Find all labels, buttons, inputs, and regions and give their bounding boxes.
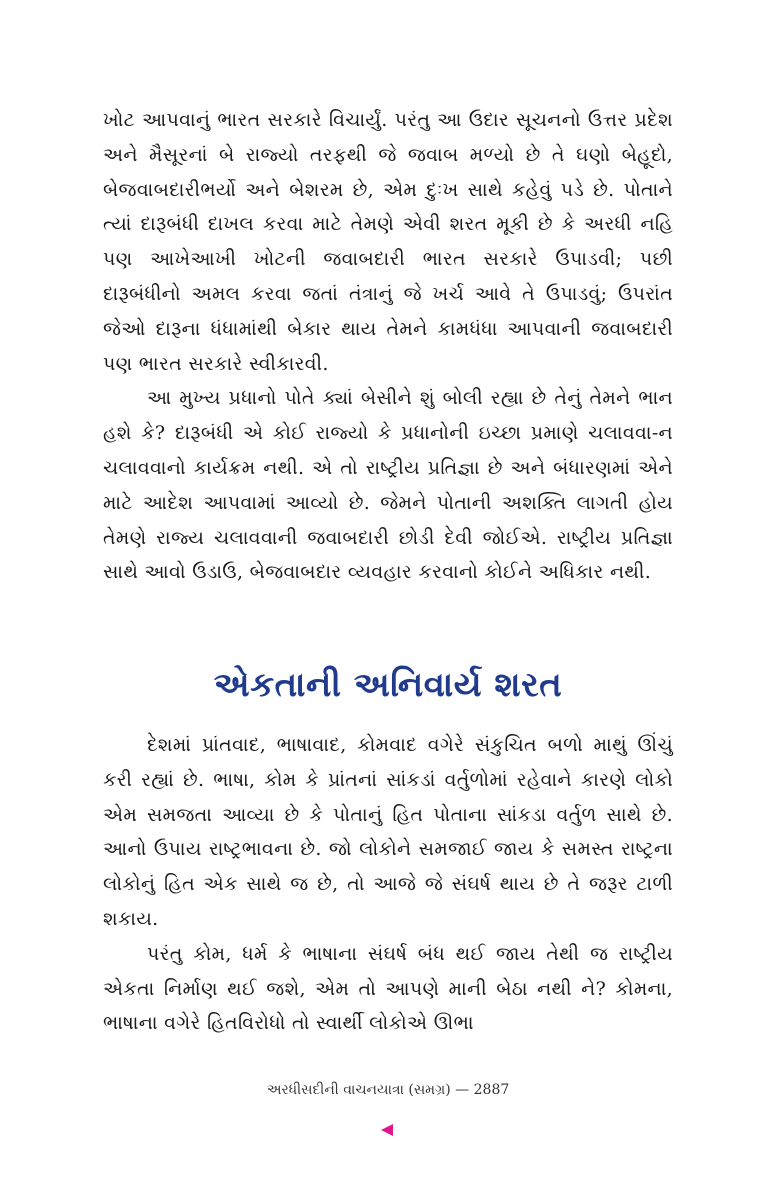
body-text-bottom (103, 728, 673, 1041)
paragraph-2: આ મુખ્ય પ્રધાનો પોતે ક્યાં બેસીને શું બોલી રહ્યા છે તેનું તેમને ભાન હશે કે? દારૂબંધી એ કોઈ રાજ્યો કે પ્રધાનોની ઇચ્છા પ્રમાણે ચલાવવા-ન ચલાવવાનો કાર્યક્રમ નથી. એ તો રાષ્ટ્રીય પ્રતિજ્ઞા છે અને બંધારણમાં એને માટે આદેશ આપવામાં આવ્યો છે. જેમને પોતાની અશક્તિ લાગતી હોય તેમણે રાજ્ય ચલાવવાની જવાબદારી છોડી દેવી જોઈએ. રાષ્ટ્રીય પ્રતિજ્ઞા સાથે આવો ઉડાઉ, બેજવાબદાર વ્યવહાર કરવાનો કોઈને અધિકાર નથી. (103, 387, 673, 584)
paragraph-3: દેશમાં પ્રાંતવાદ, ભાષાવાદ, કોમવાદ વગેરે સંકુચિત બળો માથું ઊંચું કરી રહ્યાં છે. ભાષા, કોમ કે પ્રાંતનાં સાંકડાં વર્તુળોમાં રહેવાને કારણે લોકો એમ સમજતા આવ્યા છે કે પોતાનું હિત પોતાના સાંકડા વર્તુળ સાથે છે. આનો ઉપાય રાષ્ટ્રભાવના છે. જો લોકોને સમજાઈ જાય કે સમસ્ત રાષ્ટ્રના લોકોનું હિત એક સાથે જ છે, તો આજે જે સંઘર્ષ થાય છે તે જરૂર ટાળી શકાય. (103, 734, 673, 930)
body-text-top (103, 103, 673, 590)
paragraph-4: પરંતુ કોમ, ધર્મ કે ભાષાના સંઘર્ષ બંધ થઈ જાય તેથી જ રાષ્ટ્રીય એકતા નિર્માણ થઈ જશે, એમ તો આપણે માની બેઠા નથી ને? કોમના, ભાષાના વગેરે હિતવિરોધો તો સ્વાર્થી લોકોએ ઊભા (103, 942, 673, 1035)
section-heading: એકતાની અનિવાર્ય શરત (213, 665, 563, 705)
paragraph-1: ખોટ આપવાનું ભારત સરકારે વિચાર્યું. પરંતુ આ ઉદાર સૂચનનો ઉત્તર પ્રદેશ અને મૈસૂરનાં બે રાજ્યો તરફથી જે જવાબ મળ્યો છે તે ઘણો બેહૂદો, બેજવાબદારીભર્યો અને બેશરમ છે, એમ દુઃખ સાથે કહેવું પડે છે. પોતાને ત્યાં દારૂબંધી દાખલ કરવા માટે તેમણે એવી શરત મૂકી છે કે અરધી નહિ પણ આખેઆખી ખોટની જવાબદારી ભારત સરકારે ઉપાડવી; પછી દારૂબંધીનો અમલ કરવા જતાં તંત્રાનું જે ખર્ચ આવે તે ઉપાડવું; ઉપરાંત જેઓ દારૂના ધંધામાંથી બેકાર થાય તેમને કામધંધા આપવાની જવાબદારી પણ ભારત સરકારે સ્વીકારવી. (103, 109, 673, 375)
page-footer: અરધીસદીની વાચનયાત્રા (સમગ્ર) — 2887 (266, 1082, 510, 1098)
left-triangle-icon[interactable] (381, 1124, 393, 1136)
